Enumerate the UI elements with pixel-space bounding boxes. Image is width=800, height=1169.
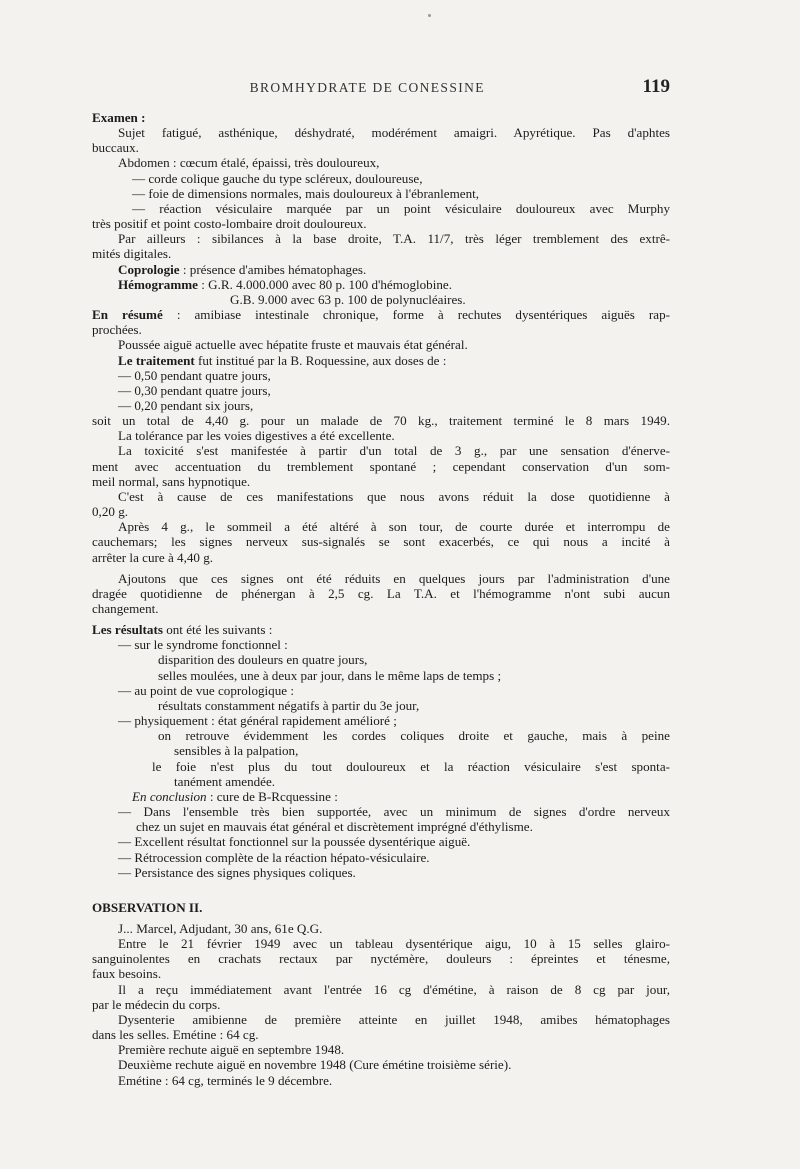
text-line: soit un total de 4,40 g. pour un malade de 70 kg., traitement terminé le 8 mars 1949. bbox=[92, 413, 670, 429]
bold-heading: Les résultats bbox=[92, 622, 163, 638]
text-line: 0,20 g. bbox=[92, 504, 129, 520]
text-line: — physiquement : état général rapidement amélioré ; bbox=[118, 713, 397, 729]
text-line bbox=[92, 307, 670, 322]
page-number: 119 bbox=[642, 76, 670, 97]
text-line: changement. bbox=[92, 601, 159, 616]
text-line: chez un sujet en mauvais état général et discrètement imprégné d'éthylisme. bbox=[136, 819, 533, 835]
text-line: cauchemars; les signes nerveux sus-signalés se sont exacerbés, ce qui nous a incité à bbox=[92, 534, 670, 550]
text-line: OBSERVATION II. bbox=[92, 899, 203, 915]
bold-heading: Le traitement bbox=[118, 352, 195, 368]
text-line: Examen : bbox=[92, 110, 146, 125]
text-line: — 0,30 pendant quatre jours, bbox=[118, 382, 271, 398]
text-line: — réaction vésiculaire marquée par un point vésiculaire douloureux avec Murphy bbox=[132, 200, 670, 216]
text-line: ment avec accentuation du tremblement spontané ; cependant conservation d'un som- bbox=[92, 458, 670, 474]
text-line: Ajoutons que ces signes ont été réduits en quelques jours par l'administration d'une bbox=[118, 570, 670, 586]
text-line: — foie de dimensions normales, mais douloureux à l'ébranlement, bbox=[132, 185, 480, 201]
text-line: — corde colique gauche du type scléreux, douloureuse, bbox=[132, 170, 423, 186]
text-line: — sur le syndrome fonctionnel : bbox=[118, 637, 288, 653]
text-line: arrêter la cure à 4,40 g. bbox=[92, 549, 214, 565]
line-rest: : cure de B-Rcquessine : bbox=[206, 788, 338, 804]
text-line: Deuxième rechute aiguë en novembre 1948 (Cure émétine troisième série). bbox=[118, 1057, 512, 1073]
text-line: meil normal, sans hypnotique. bbox=[92, 473, 251, 489]
bold-heading: Coprologie bbox=[118, 261, 180, 277]
text-line bbox=[92, 622, 670, 637]
text-line: sanguinolentes en crachats rectaux par nyctémère, douleurs : épreintes et ténesme, bbox=[92, 951, 670, 967]
text-line: J... Marcel, Adjudant, 30 ans, 61e Q.G. bbox=[118, 920, 323, 936]
text-line: mités digitales. bbox=[92, 246, 172, 262]
spacer bbox=[92, 880, 670, 900]
bold-heading: Hémogramme bbox=[118, 276, 198, 292]
running-title: BROMHYDRATE DE CONESSINE bbox=[249, 80, 485, 95]
text-line bbox=[92, 277, 670, 292]
text-line: — au point de vue coprologique : bbox=[118, 682, 294, 698]
text-line: — 0,50 pendant quatre jours, bbox=[118, 367, 271, 383]
text-line: Entre le 21 février 1949 avec un tableau dysentérique aigu, 10 à 15 selles glairo- bbox=[118, 936, 670, 952]
text-line: — Rétrocession complète de la réaction hépato-vésiculaire. bbox=[118, 849, 430, 865]
line-rest: fut institué par la B. Roquessine, aux doses de : bbox=[194, 352, 447, 368]
text-line: prochées. bbox=[92, 322, 142, 338]
speck-mark bbox=[428, 14, 431, 17]
text-line: La tolérance par les voies digestives a été excellente. bbox=[118, 428, 395, 444]
text-line: buccaux. bbox=[92, 140, 139, 156]
text-line: Dysenterie amibienne de première atteinte en juillet 1948, amibes hématophages bbox=[118, 1011, 670, 1027]
text-line bbox=[92, 262, 670, 277]
text-line: Poussée aiguë actuelle avec hépatite fruste et mauvais état général. bbox=[118, 337, 468, 353]
text-line: par le médecin du corps. bbox=[92, 996, 221, 1012]
text-line: dragée quotidienne de phénergan à 2,5 cg. La T.A. et l'hémogramme n'ont subi aucun bbox=[92, 585, 670, 601]
text-line: G.B. 9.000 avec 63 p. 100 de polynucléaires. bbox=[230, 291, 466, 307]
text-line: — 0,20 pendant six jours, bbox=[118, 397, 254, 413]
line-rest: : G.R. 4.000.000 avec 80 p. 100 d'hémoglobine. bbox=[197, 276, 453, 292]
text-line: — Dans l'ensemble très bien supportée, avec un minimum de signes d'ordre nerveux bbox=[118, 804, 670, 820]
text-line: Sujet fatigué, asthénique, déshydraté, modérément amaigri. Apyrétique. Pas d'aphtes bbox=[118, 125, 670, 141]
page-header bbox=[92, 76, 670, 98]
line-rest: : amibiase intestinale chronique, forme à rechutes dysentériques aiguës rap- bbox=[162, 307, 671, 323]
text-line: — Persistance des signes physiques coliques. bbox=[118, 864, 356, 880]
text-line: C'est à cause de ces manifestations que nous avons réduit la dose quotidienne à bbox=[118, 488, 670, 504]
text-line: — Excellent résultat fonctionnel sur la poussée dysentérique aiguë. bbox=[118, 834, 471, 850]
text-line: résultats constamment négatifs à partir du 3e jour, bbox=[158, 697, 420, 713]
text-line: on retrouve évidemment les cordes coliques droite et gauche, mais à peine bbox=[158, 728, 670, 744]
text-line: Après 4 g., le sommeil a été altéré à son tour, de courte durée et interrompu de bbox=[118, 519, 670, 535]
italic-heading: En conclusion bbox=[132, 788, 207, 804]
text-line: Il a reçu immédiatement avant l'entrée 16 cg d'émétine, à raison de 8 cg par jour, bbox=[118, 981, 670, 997]
text-line: faux besoins. bbox=[92, 966, 162, 982]
text-line: Emétine : 64 cg, terminés le 9 décembre. bbox=[118, 1072, 333, 1088]
text-line: tanément amendée. bbox=[174, 773, 276, 789]
line-rest: : présence d'amibes hématophages. bbox=[179, 261, 367, 277]
text-line: Par ailleurs : sibilances à la base droite, T.A. 11/7, très léger tremblement des extrê- bbox=[118, 231, 670, 247]
text-line: selles moulées, une à deux par jour, dans le même laps de temps ; bbox=[158, 667, 502, 683]
document-body bbox=[92, 110, 670, 1088]
text-line: La toxicité s'est manifestée à partir d'un total de 3 g., par une sensation d'énerve- bbox=[118, 443, 670, 459]
text-line: Première rechute aiguë en septembre 1948. bbox=[118, 1042, 345, 1058]
text-line bbox=[92, 353, 670, 368]
text-line: sensibles à la palpation, bbox=[174, 743, 299, 759]
bold-heading: En résumé bbox=[92, 307, 163, 323]
text-line bbox=[92, 789, 670, 804]
text-line: disparition des douleurs en quatre jours, bbox=[158, 652, 368, 668]
text-line: Abdomen : cœcum étalé, épaissi, très douloureux, bbox=[118, 155, 380, 171]
text-line: dans les selles. Emétine : 64 cg. bbox=[92, 1027, 259, 1043]
text-line: le foie n'est plus du tout douloureux et la réaction vésiculaire s'est sponta- bbox=[152, 758, 670, 774]
text-line: très positif et point costo-lombaire droit douloureux. bbox=[92, 216, 367, 232]
line-rest: ont été les suivants : bbox=[162, 622, 273, 638]
